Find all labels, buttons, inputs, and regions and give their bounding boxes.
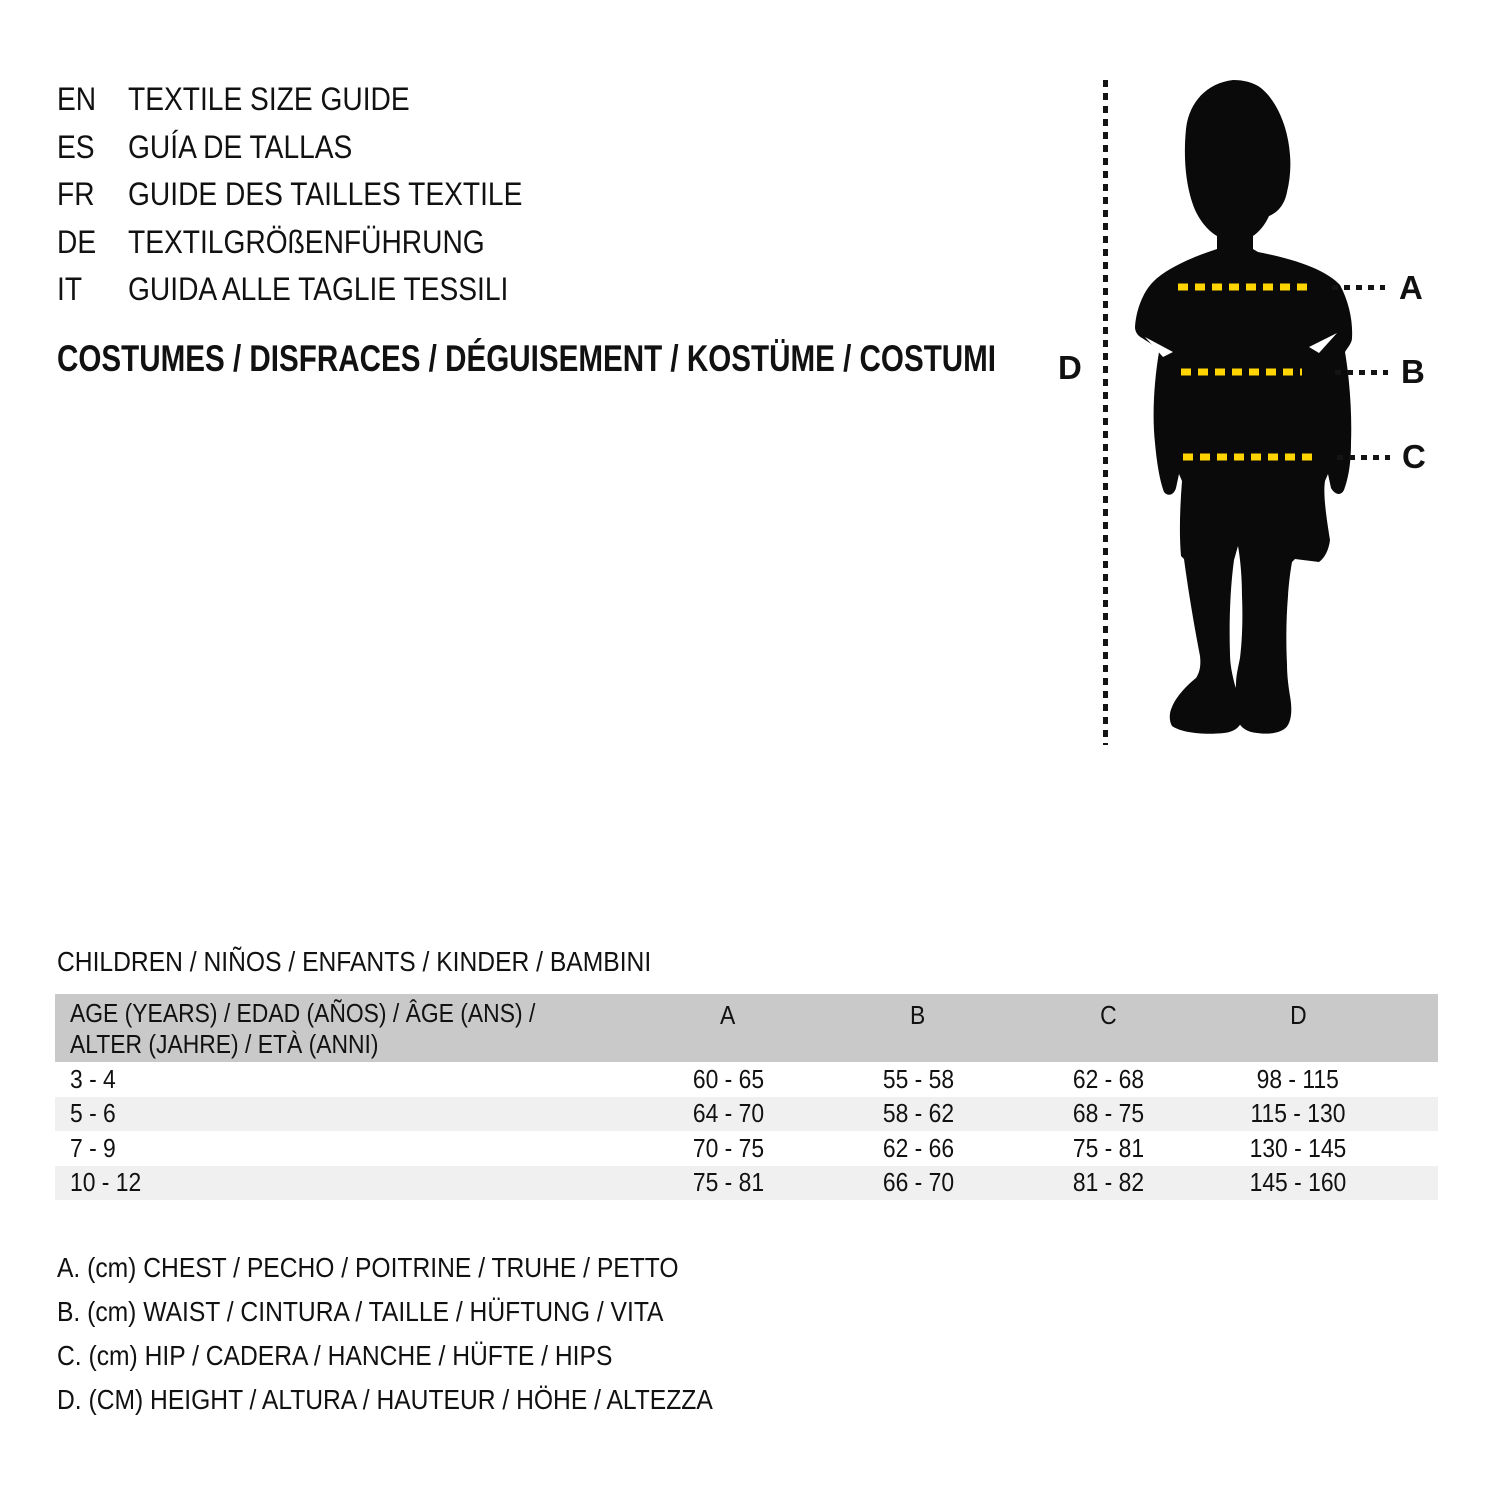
- table-header-row: [55, 994, 1438, 1062]
- lang-code: EN: [57, 81, 97, 117]
- child-silhouette: [1125, 75, 1355, 745]
- hip-connector-line: [1337, 455, 1390, 460]
- age-cell: 10 - 12: [70, 1167, 142, 1198]
- language-guide-list: [57, 76, 576, 314]
- child-silhouette-body: [1135, 80, 1352, 734]
- waist-cell: 66 - 70: [882, 1167, 954, 1198]
- lang-row-es: [57, 124, 576, 172]
- age-cell: 5 - 6: [70, 1098, 116, 1129]
- table-row: [55, 1131, 1438, 1166]
- lang-code: DE: [57, 223, 97, 260]
- lang-row-en: [57, 76, 576, 124]
- height-cell: 115 - 130: [1250, 1098, 1346, 1129]
- waist-cell: 55 - 58: [882, 1063, 954, 1094]
- lang-label: TEXTILGRÖßENFÜHRUNG: [128, 223, 485, 260]
- header-col-d: D: [1289, 1000, 1307, 1030]
- lang-label: GUIDE DES TAILLES TEXTILE: [128, 176, 523, 213]
- header-age-column: AGE (YEARS) / EDAD (AÑOS) / ÂGE (ANS) / ALTER (JAHRE) / ETÀ (ANNI): [70, 998, 536, 1059]
- waist-label-b: B: [1401, 353, 1425, 390]
- height-cell: 130 - 145: [1249, 1132, 1347, 1163]
- age-cell: 7 - 9: [70, 1132, 116, 1163]
- legend-item-height: D. (CM) HEIGHT / ALTURA / HAUTEUR / HÖHE / ALTEZZA: [57, 1384, 713, 1415]
- lang-code: FR: [57, 176, 95, 213]
- table-row: [55, 1097, 1438, 1132]
- table-row: [55, 1062, 1438, 1097]
- chest-cell: 70 - 75: [692, 1132, 764, 1163]
- lang-label: GUIDA ALLE TAGLIE TESSILI: [128, 271, 509, 308]
- age-cell: 3 - 4: [70, 1063, 116, 1094]
- lang-label: TEXTILE SIZE GUIDE: [128, 81, 410, 117]
- children-size-table: [55, 994, 1438, 1200]
- lang-code: IT: [57, 271, 83, 308]
- hip-cell: 81 - 82: [1072, 1167, 1144, 1198]
- measurement-legend: [57, 1246, 802, 1422]
- hip-label-c: C: [1402, 438, 1426, 475]
- lang-row-de: [57, 219, 576, 267]
- lang-row-it: [57, 266, 576, 314]
- header-spacer: [1393, 994, 1438, 1062]
- hip-cell: 62 - 68: [1072, 1063, 1144, 1094]
- lang-label: GUÍA DE TALLAS: [128, 128, 353, 165]
- legend-item-chest: A. (cm) CHEST / PECHO / POITRINE / TRUHE / PETTO: [57, 1252, 679, 1283]
- lang-row-fr: [57, 171, 576, 219]
- legend-item-hip: C. (cm) HIP / CADERA / HANCHE / HÜFTE / HIPS: [57, 1340, 613, 1371]
- lang-code: ES: [57, 128, 95, 165]
- header-col-c: C: [1099, 1000, 1117, 1030]
- chest-cell: 60 - 65: [692, 1063, 764, 1094]
- height-cell: 98 - 115: [1256, 1063, 1340, 1094]
- category-title: COSTUMES / DISFRACES / DÉGUISEMENT / KOSTÜME / COSTUMI: [57, 338, 997, 379]
- hip-cell: 68 - 75: [1072, 1098, 1144, 1129]
- height-measure-dotted-line: [1103, 80, 1108, 745]
- height-label-d: D: [1058, 349, 1082, 386]
- chest-cell: 75 - 81: [692, 1167, 764, 1198]
- waist-cell: 62 - 66: [882, 1132, 954, 1163]
- chest-connector-line: [1332, 285, 1385, 290]
- legend-item-waist: B. (cm) WAIST / CINTURA / TAILLE / HÜFTUNG / VITA: [57, 1296, 664, 1327]
- chest-cell: 64 - 70: [692, 1098, 764, 1129]
- waist-connector-line: [1335, 370, 1388, 375]
- height-cell: 145 - 160: [1249, 1167, 1347, 1198]
- header-col-b: B: [910, 1000, 926, 1030]
- header-col-a: A: [720, 1000, 736, 1030]
- table-row: [55, 1166, 1438, 1201]
- table-section-title: CHILDREN / NIÑOS / ENFANTS / KINDER / BAMBINI: [57, 946, 652, 977]
- chest-label-a: A: [1399, 269, 1423, 306]
- waist-cell: 58 - 62: [882, 1098, 954, 1129]
- hip-cell: 75 - 81: [1072, 1132, 1144, 1163]
